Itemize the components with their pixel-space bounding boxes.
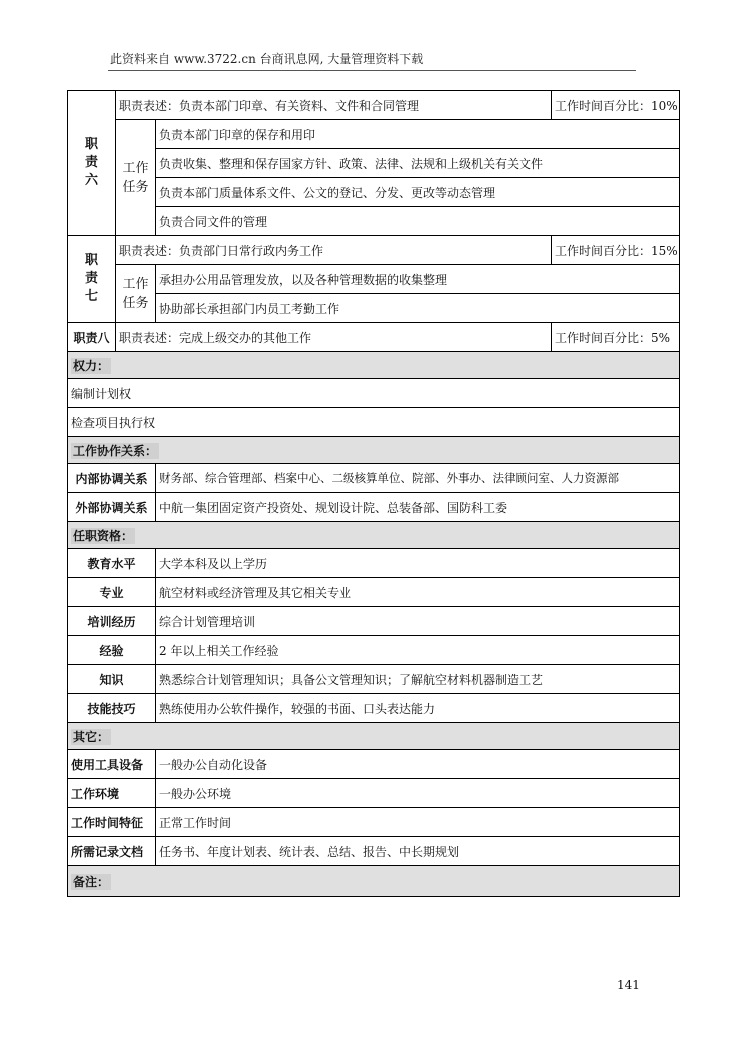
power-row bbox=[68, 379, 680, 408]
work-time-label: 工作时间特征 bbox=[68, 808, 156, 837]
experience-label: 经验 bbox=[68, 636, 156, 665]
qualification-title: 任职资格： bbox=[73, 528, 134, 543]
internal-coordination-label: 内部协调关系 bbox=[68, 464, 156, 493]
external-coordination-row bbox=[68, 493, 680, 522]
page-header: 此资料来自 www.3722.cn 台商讯息网, 大量管理资料下载 bbox=[110, 52, 424, 66]
power-item: 编制计划权 bbox=[68, 379, 680, 408]
education-value: 大学本科及以上学历 bbox=[156, 549, 680, 578]
skills-label: 技能技巧 bbox=[68, 694, 156, 723]
internal-coordination-row bbox=[68, 464, 680, 493]
other-row bbox=[68, 808, 680, 837]
qualification-row bbox=[68, 578, 680, 607]
internal-coordination-value: 财务部、综合管理部、档案中心、二级核算单位、院部、外事办、法律顾问室、人力资源部 bbox=[156, 464, 680, 493]
duty7-desc: 职责表述：负责部门日常行政内务工作 bbox=[116, 236, 552, 265]
other-row bbox=[68, 750, 680, 779]
duty7-task-row bbox=[68, 294, 680, 323]
duty8-desc: 职责表述：完成上级交办的其他工作 bbox=[116, 323, 552, 352]
job-description-table bbox=[67, 90, 680, 897]
tools-label: 使用工具设备 bbox=[68, 750, 156, 779]
header-rule bbox=[108, 70, 636, 71]
training-label: 培训经历 bbox=[68, 607, 156, 636]
duty7-task: 承担办公用品管理发放，以及各种管理数据的收集整理 bbox=[156, 265, 680, 294]
records-label: 所需记录文档 bbox=[68, 837, 156, 866]
duty6-task: 负责本部门质量体系文件、公文的登记、分发、更改等动态管理 bbox=[156, 178, 680, 207]
qualification-row bbox=[68, 694, 680, 723]
training-value: 综合计划管理培训 bbox=[156, 607, 680, 636]
major-value: 航空材料或经济管理及其它相关专业 bbox=[156, 578, 680, 607]
duty6-task: 负责合同文件的管理 bbox=[156, 207, 680, 236]
external-coordination-value: 中航一集团固定资产投资处、规划设计院、总装备部、国防科工委 bbox=[156, 493, 680, 522]
duty6-task-row bbox=[68, 178, 680, 207]
duty6-task-row bbox=[68, 207, 680, 236]
knowledge-label: 知识 bbox=[68, 665, 156, 694]
qualification-row bbox=[68, 549, 680, 578]
page-number: 141 bbox=[617, 978, 640, 992]
duty7-task-row bbox=[68, 265, 680, 294]
environment-label: 工作环境 bbox=[68, 779, 156, 808]
other-row bbox=[68, 779, 680, 808]
duty7-pct: 工作时间百分比：15% bbox=[552, 236, 680, 265]
duty6-task: 负责收集、整理和保存国家方针、政策、法律、法规和上级机关有关文件 bbox=[156, 149, 680, 178]
duty7-desc-row bbox=[68, 236, 680, 265]
qualification-row bbox=[68, 665, 680, 694]
power-item: 检查项目执行权 bbox=[68, 408, 680, 437]
work-time-value: 正常工作时间 bbox=[156, 808, 680, 837]
knowledge-value: 熟悉综合计划管理知识；具备公文管理知识；了解航空材料机器制造工艺 bbox=[156, 665, 680, 694]
other-section-row bbox=[68, 723, 680, 750]
experience-value: 2 年以上相关工作经验 bbox=[156, 636, 680, 665]
qualification-row bbox=[68, 607, 680, 636]
duty6-task-row bbox=[68, 149, 680, 178]
duty8-row bbox=[68, 323, 680, 352]
tools-value: 一般办公自动化设备 bbox=[156, 750, 680, 779]
external-coordination-label: 外部协调关系 bbox=[68, 493, 156, 522]
duty6-task-row bbox=[68, 120, 680, 149]
qualification-row bbox=[68, 636, 680, 665]
duty6-task-label: 工作 任务 bbox=[116, 120, 156, 236]
cooperation-title: 工作协作关系： bbox=[73, 443, 158, 458]
duty6-task: 负责本部门印章的保存和用印 bbox=[156, 120, 680, 149]
environment-value: 一般办公环境 bbox=[156, 779, 680, 808]
power-row bbox=[68, 408, 680, 437]
duty6-label: 职 责 六 bbox=[68, 91, 116, 236]
notes-section-row bbox=[68, 866, 680, 897]
education-label: 教育水平 bbox=[68, 549, 156, 578]
duty7-label: 职 责 七 bbox=[68, 236, 116, 323]
duty6-pct: 工作时间百分比：10% bbox=[552, 91, 680, 120]
duty7-task: 协助部长承担部门内员工考勤工作 bbox=[156, 294, 680, 323]
qualification-section-row bbox=[68, 522, 680, 549]
duty8-pct: 工作时间百分比：5% bbox=[552, 323, 680, 352]
other-row bbox=[68, 837, 680, 866]
other-title: 其它： bbox=[73, 729, 110, 744]
duty6-desc: 职责表述：负责本部门印章、有关资料、文件和合同管理 bbox=[116, 91, 552, 120]
cooperation-section-row bbox=[68, 437, 680, 464]
skills-value: 熟练使用办公软件操作，较强的书面、口头表达能力 bbox=[156, 694, 680, 723]
power-section-row bbox=[68, 352, 680, 379]
notes-title: 备注： bbox=[73, 874, 110, 889]
duty6-desc-row bbox=[68, 91, 680, 120]
records-value: 任务书、年度计划表、统计表、总结、报告、中长期规划 bbox=[156, 837, 680, 866]
major-label: 专业 bbox=[68, 578, 156, 607]
duty7-task-label: 工作 任务 bbox=[116, 265, 156, 323]
duty8-label: 职责八 bbox=[68, 323, 116, 352]
power-title: 权力： bbox=[73, 358, 110, 373]
